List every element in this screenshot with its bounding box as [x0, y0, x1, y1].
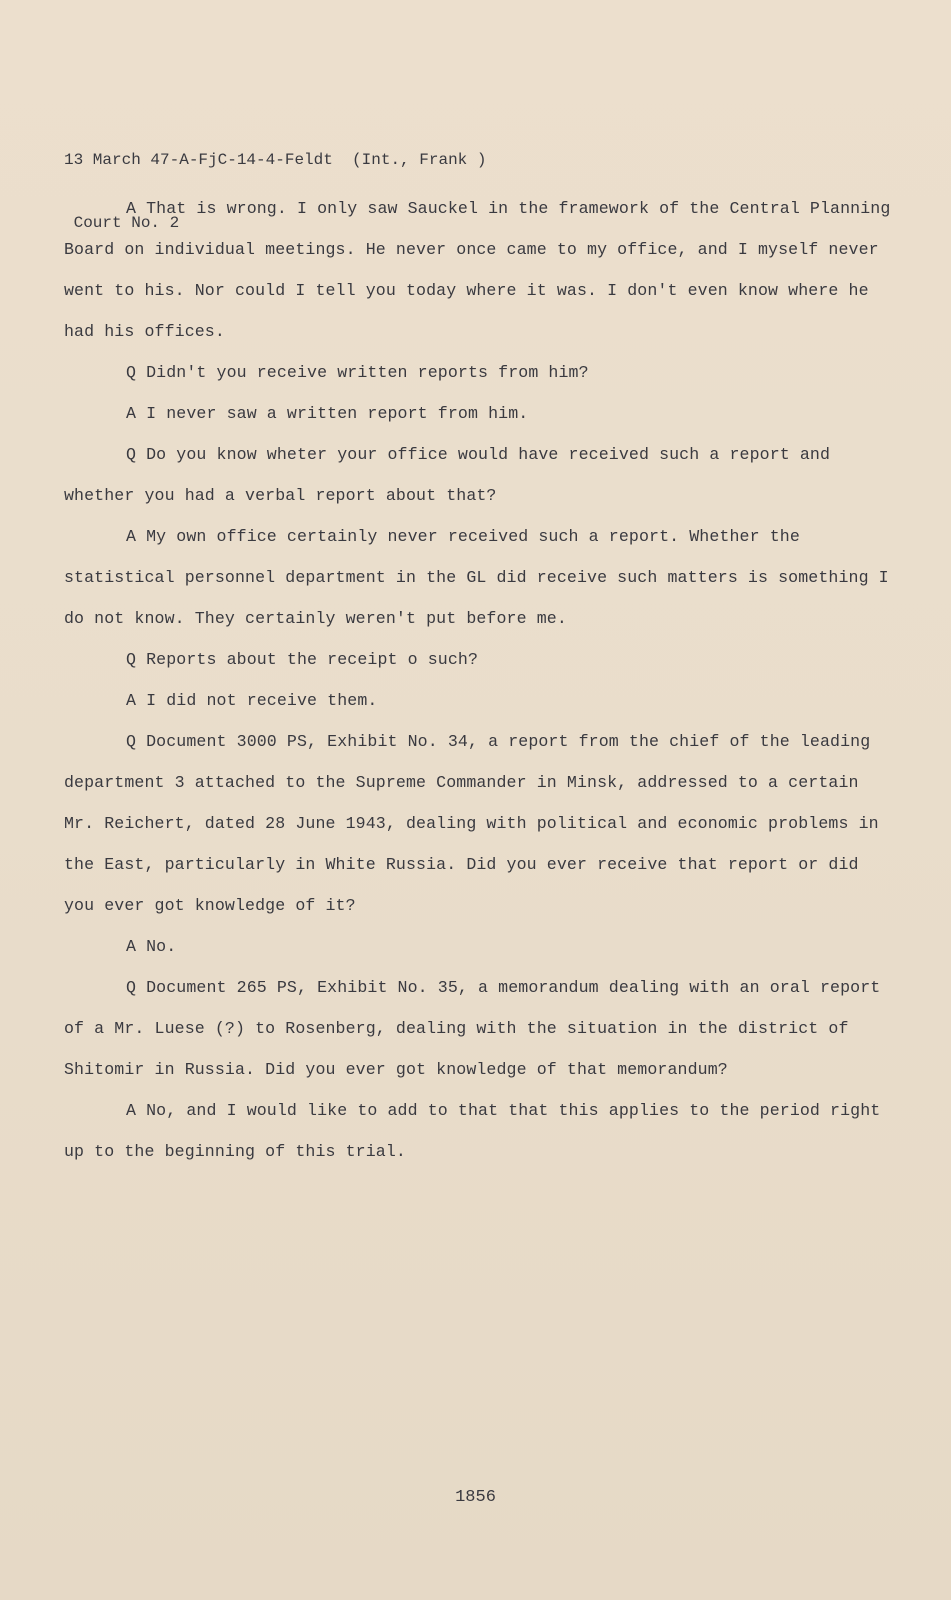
- paragraph: Q Reports about the receipt o such?: [126, 650, 479, 669]
- paragraph: Q Document 265 PS, Exhibit No. 35, a memorandum dealing with an oral report of a Mr. Luese (?) to Rosenberg, dealing with the situation in the district of Shitomir in Russia. Did you ever got knowledge of that memorandum?: [64, 978, 881, 1079]
- paragraph: A I never saw a written report from him.: [126, 404, 529, 423]
- page-number: 1856: [455, 1488, 496, 1507]
- paragraph: A I did not receive them.: [126, 691, 378, 710]
- paragraph: A No, and I would like to add to that that this applies to the period right up to the beginning of this trial.: [64, 1101, 881, 1161]
- paragraph: A No.: [126, 937, 177, 956]
- header-line-2: Court No. 2: [64, 214, 180, 232]
- paragraph: A That is wrong. I only saw Sauckel in the framework of the Central Planning Board on individual meetings. He never once came to my office, and I myself never went to his. Nor could I tell you today where it was. I don't even know where he had his offices.: [64, 199, 891, 341]
- paragraph: A My own office certainly never received such a report. Whether the statistical personnel department in the GL did receive such matters is something I do not know. They certainly weren't put before me.: [64, 527, 889, 628]
- paragraph: Q Didn't you receive written reports from him?: [126, 363, 589, 382]
- header-line-1: 13 March 47-A-FjC-14-4-Feldt (Int., Frank ): [64, 151, 487, 169]
- paragraph: Q Do you know wheter your office would have received such a report and whether you had a verbal report about that?: [64, 445, 831, 505]
- paragraph: Q Document 3000 PS, Exhibit No. 34, a report from the chief of the leading department 3 attached to the Supreme Commander in Minsk, addressed to a certain Mr. Reichert, dated 28 June 1943, dealing with political and economic problems in the East, particularly in White Russia. Did you ever receive that report or did you ever got knowledge of it?: [64, 732, 879, 915]
- transcript-body: [64, 188, 894, 1172]
